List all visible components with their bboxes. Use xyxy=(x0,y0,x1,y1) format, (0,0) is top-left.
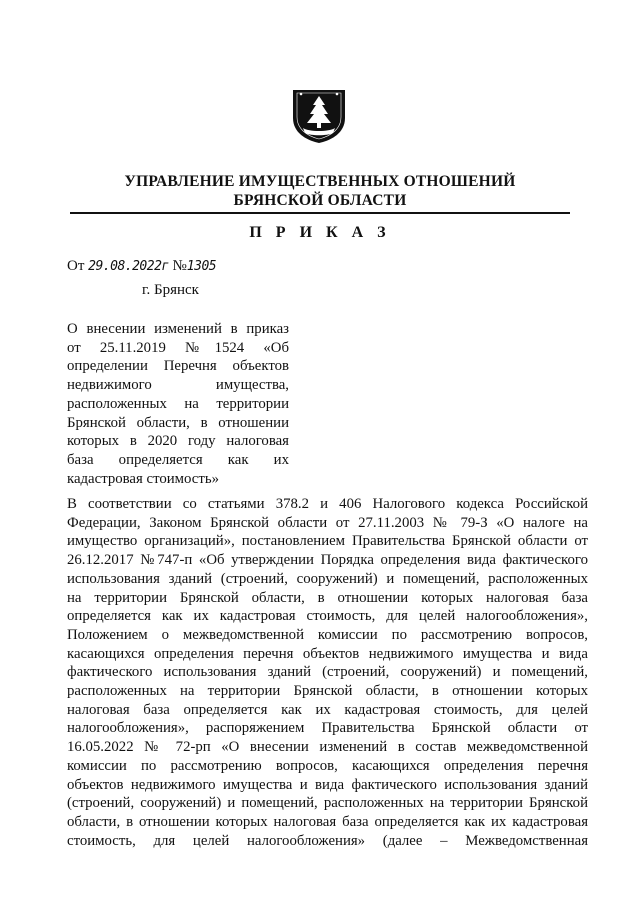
header-divider xyxy=(70,212,570,214)
subject-line: Брянской области, в отношении xyxy=(67,414,289,431)
body-line: В соответствии со статьями 378.2 и 406 Налогового кодекса Российской xyxy=(67,496,588,512)
number-prefix: № xyxy=(172,258,187,274)
body-line: использования зданий (строений, сооружений) и помещений, расположенных xyxy=(67,570,588,587)
coat-of-arms-icon xyxy=(289,88,349,144)
body-line: объектов недвижимого имущества и вида фактического использования зданий xyxy=(67,776,588,793)
date-prefix: От xyxy=(67,258,85,274)
subject-line: база определяется как их xyxy=(67,451,289,468)
body-line: стоимость, для целей налогообложения» (далее – Межведомственная xyxy=(67,832,588,849)
subject-line: определении Перечня объектов xyxy=(67,358,289,375)
body-line: касающихся определения перечня объектов недвижимого имущества и вида xyxy=(67,645,588,662)
body-line: комиссии по рассмотрению вопросов, касающихся определения перечня xyxy=(67,757,588,774)
subject-line: О внесении изменений в приказ xyxy=(67,321,289,337)
body-line: имущество организаций», постановлением Правительства Брянской области от xyxy=(67,533,588,550)
order-body xyxy=(67,495,588,850)
body-line: Положением о межведомственной комиссии по рассмотрению вопросов, xyxy=(67,626,588,643)
body-line: фактического использования зданий (строений, сооружений) и помещений, xyxy=(67,664,588,681)
date-number-line xyxy=(67,258,216,275)
body-line: 26.12.2017 №747-п «Об утверждении Порядка определения вида фактического xyxy=(67,552,588,569)
subject-line: недвижимого имущества, xyxy=(67,377,289,394)
body-line: 16.05.2022 № 72-рп «О внесении изменений в состав межведомственной xyxy=(67,739,588,756)
body-line: области, в отношении которых налоговая база определяется как их кадастровая xyxy=(67,813,588,830)
handwritten-date: 29.08.2022г xyxy=(88,259,169,274)
body-line: на территории Брянской области, в отношении которых налоговая база xyxy=(67,589,588,606)
subject-line: кадастровая стоимость» xyxy=(67,470,219,487)
organization-name-line2: БРЯНСКОЙ ОБЛАСТИ xyxy=(233,192,407,209)
body-line: Федерации, Законом Брянской области от 27.11.2003 № 79-З «О налоге на xyxy=(67,514,588,531)
subject-line: расположенных на территории xyxy=(67,395,289,412)
organization-name-line1: УПРАВЛЕНИЕ ИМУЩЕСТВЕННЫХ ОТНОШЕНИЙ xyxy=(124,173,516,190)
body-line: (строений, сооружений) и помещений, расположенных на территории Брянской xyxy=(67,795,588,812)
city: г. Брянск xyxy=(142,282,199,298)
handwritten-number: 1305 xyxy=(186,259,217,274)
document-title: П Р И К А З xyxy=(249,224,391,241)
order-subject xyxy=(67,320,289,488)
body-line: определяется как их кадастровая стоимость, для целей налогообложения», xyxy=(67,608,588,625)
body-line: налогообложения», распоряжением Правительства Брянской области от xyxy=(67,720,588,737)
body-line: расположенных на территории Брянской области, в отношении которых xyxy=(67,683,588,700)
subject-line: от 25.11.2019 №1524 «Об xyxy=(67,339,289,356)
subject-line: которых в 2020 году налоговая xyxy=(67,433,289,450)
body-line: налоговая база определяется как их кадастровая стоимость, для целей xyxy=(67,701,588,718)
